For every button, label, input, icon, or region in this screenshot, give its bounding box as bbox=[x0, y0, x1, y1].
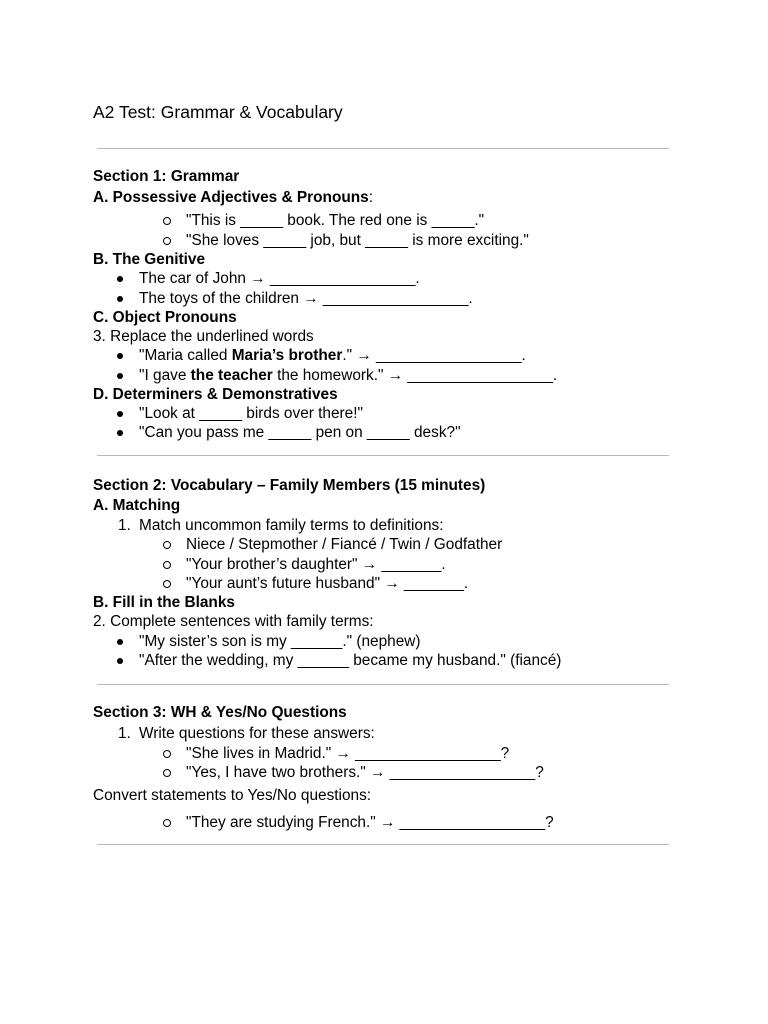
instruction-text: Convert statements to Yes/No questions: bbox=[93, 787, 372, 804]
divider bbox=[97, 684, 669, 685]
list-item-text: "Your brother’s daughter" → _______. bbox=[186, 556, 446, 573]
numbered-item bbox=[0, 724, 768, 744]
instruction-text: 3. Replace the underlined words bbox=[93, 328, 314, 345]
instruction-row bbox=[0, 327, 768, 347]
list-item bbox=[0, 651, 768, 671]
subsection-b-heading: B. The Genitive bbox=[93, 251, 206, 268]
list-item-text: "Your aunt’s future husband" → _______. bbox=[186, 575, 469, 592]
item-number: 1. bbox=[118, 725, 131, 742]
list-item bbox=[0, 535, 768, 555]
subsection-a-heading-row bbox=[0, 188, 768, 208]
target-words: Maria’s brother bbox=[231, 347, 343, 364]
list-item bbox=[0, 366, 768, 386]
list-item-text: "She loves _____ job, but _____ is more exciting." bbox=[186, 232, 529, 249]
subsection-d-heading-row bbox=[0, 385, 768, 405]
list-item bbox=[0, 744, 768, 764]
subsection-a-heading: A. Matching bbox=[93, 497, 181, 514]
list-item-text: Niece / Stepmother / Fiancé / Twin / Godfather bbox=[186, 536, 503, 553]
subsection-a-heading bbox=[93, 188, 373, 208]
section-2-heading-row bbox=[0, 476, 768, 496]
list-item-text: "After the wedding, my ______ became my husband." (fiancé) bbox=[139, 652, 562, 669]
hollow-bullet-icon bbox=[163, 237, 171, 245]
list-item bbox=[0, 763, 768, 783]
hollow-bullet-icon bbox=[163, 750, 171, 758]
subsection-c-heading-row bbox=[0, 308, 768, 328]
subsection-c-heading: C. Object Pronouns bbox=[93, 309, 237, 326]
list-item-text bbox=[139, 366, 557, 386]
list-item bbox=[0, 211, 768, 231]
section-1-heading: Section 1: Grammar bbox=[93, 168, 240, 185]
list-item-text: "Can you pass me _____ pen on _____ desk?" bbox=[139, 424, 461, 441]
list-item bbox=[0, 346, 768, 366]
subsection-a-title: A. Possessive Adjectives & Pronouns bbox=[93, 189, 369, 206]
instruction-text: 2. Complete sentences with family terms: bbox=[93, 613, 374, 630]
bullet-icon bbox=[117, 411, 123, 417]
subsection-b-heading-row bbox=[0, 250, 768, 270]
bullet-icon bbox=[117, 658, 123, 664]
list-item bbox=[0, 404, 768, 424]
section-3-heading: Section 3: WH & Yes/No Questions bbox=[93, 704, 347, 721]
list-item bbox=[0, 632, 768, 652]
list-item bbox=[0, 574, 768, 594]
subsection-d-heading: D. Determiners & Demonstratives bbox=[93, 386, 338, 403]
list-item-text: "This is _____ book. The red one is _____." bbox=[186, 212, 485, 229]
instruction-row bbox=[0, 612, 768, 632]
section-2-heading: Section 2: Vocabulary – Family Members (15 minutes) bbox=[93, 477, 486, 494]
divider bbox=[97, 148, 669, 149]
item-number: 1. bbox=[118, 517, 131, 534]
bullet-icon bbox=[117, 276, 123, 282]
page-title: A2 Test: Grammar & Vocabulary bbox=[93, 102, 343, 122]
instruction-row bbox=[0, 786, 768, 806]
subsection-b-heading-row bbox=[0, 593, 768, 613]
list-item-text: The toys of the children → _________________. bbox=[139, 290, 473, 307]
list-item bbox=[0, 289, 768, 309]
sentence-start: "I gave bbox=[139, 367, 191, 384]
list-item-text: "They are studying French." → _________________? bbox=[186, 814, 554, 831]
bullet-icon bbox=[117, 639, 123, 645]
list-item bbox=[0, 269, 768, 289]
section-1-heading-row bbox=[0, 167, 768, 187]
list-item-text bbox=[139, 346, 526, 366]
hollow-bullet-icon bbox=[163, 217, 171, 225]
list-item-text: "Yes, I have two brothers." → _________________? bbox=[186, 764, 544, 781]
instruction-text: Write questions for these answers: bbox=[139, 725, 375, 742]
target-words: the teacher bbox=[190, 367, 273, 384]
sentence-start: "Maria called bbox=[139, 347, 232, 364]
list-item-text: "My sister’s son is my ______." (nephew) bbox=[139, 633, 421, 650]
section-3-heading-row bbox=[0, 703, 768, 723]
subsection-a-heading-row bbox=[0, 496, 768, 516]
sentence-end: the homework." → _________________. bbox=[272, 367, 558, 384]
list-item bbox=[0, 423, 768, 443]
bullet-icon bbox=[117, 430, 123, 436]
list-item-text: "Look at _____ birds over there!" bbox=[139, 405, 363, 422]
list-item bbox=[0, 813, 768, 833]
hollow-bullet-icon bbox=[163, 561, 171, 569]
hollow-bullet-icon bbox=[163, 769, 171, 777]
list-item bbox=[0, 231, 768, 251]
bullet-icon bbox=[117, 353, 123, 359]
sentence-end: ." → _________________. bbox=[342, 347, 526, 364]
subsection-b-heading: B. Fill in the Blanks bbox=[93, 594, 235, 611]
list-item-text: The car of John → _________________. bbox=[139, 270, 420, 287]
divider bbox=[97, 844, 669, 845]
hollow-bullet-icon bbox=[163, 541, 171, 549]
bullet-icon bbox=[117, 296, 123, 302]
subsection-a-colon: : bbox=[368, 189, 373, 206]
hollow-bullet-icon bbox=[163, 819, 171, 827]
list-item-text: "She lives in Madrid." → _________________? bbox=[186, 745, 510, 762]
hollow-bullet-icon bbox=[163, 580, 171, 588]
numbered-item bbox=[0, 516, 768, 536]
bullet-icon bbox=[117, 373, 123, 379]
divider bbox=[97, 455, 669, 456]
instruction-text: Match uncommon family terms to definitions: bbox=[139, 517, 444, 534]
list-item bbox=[0, 555, 768, 575]
